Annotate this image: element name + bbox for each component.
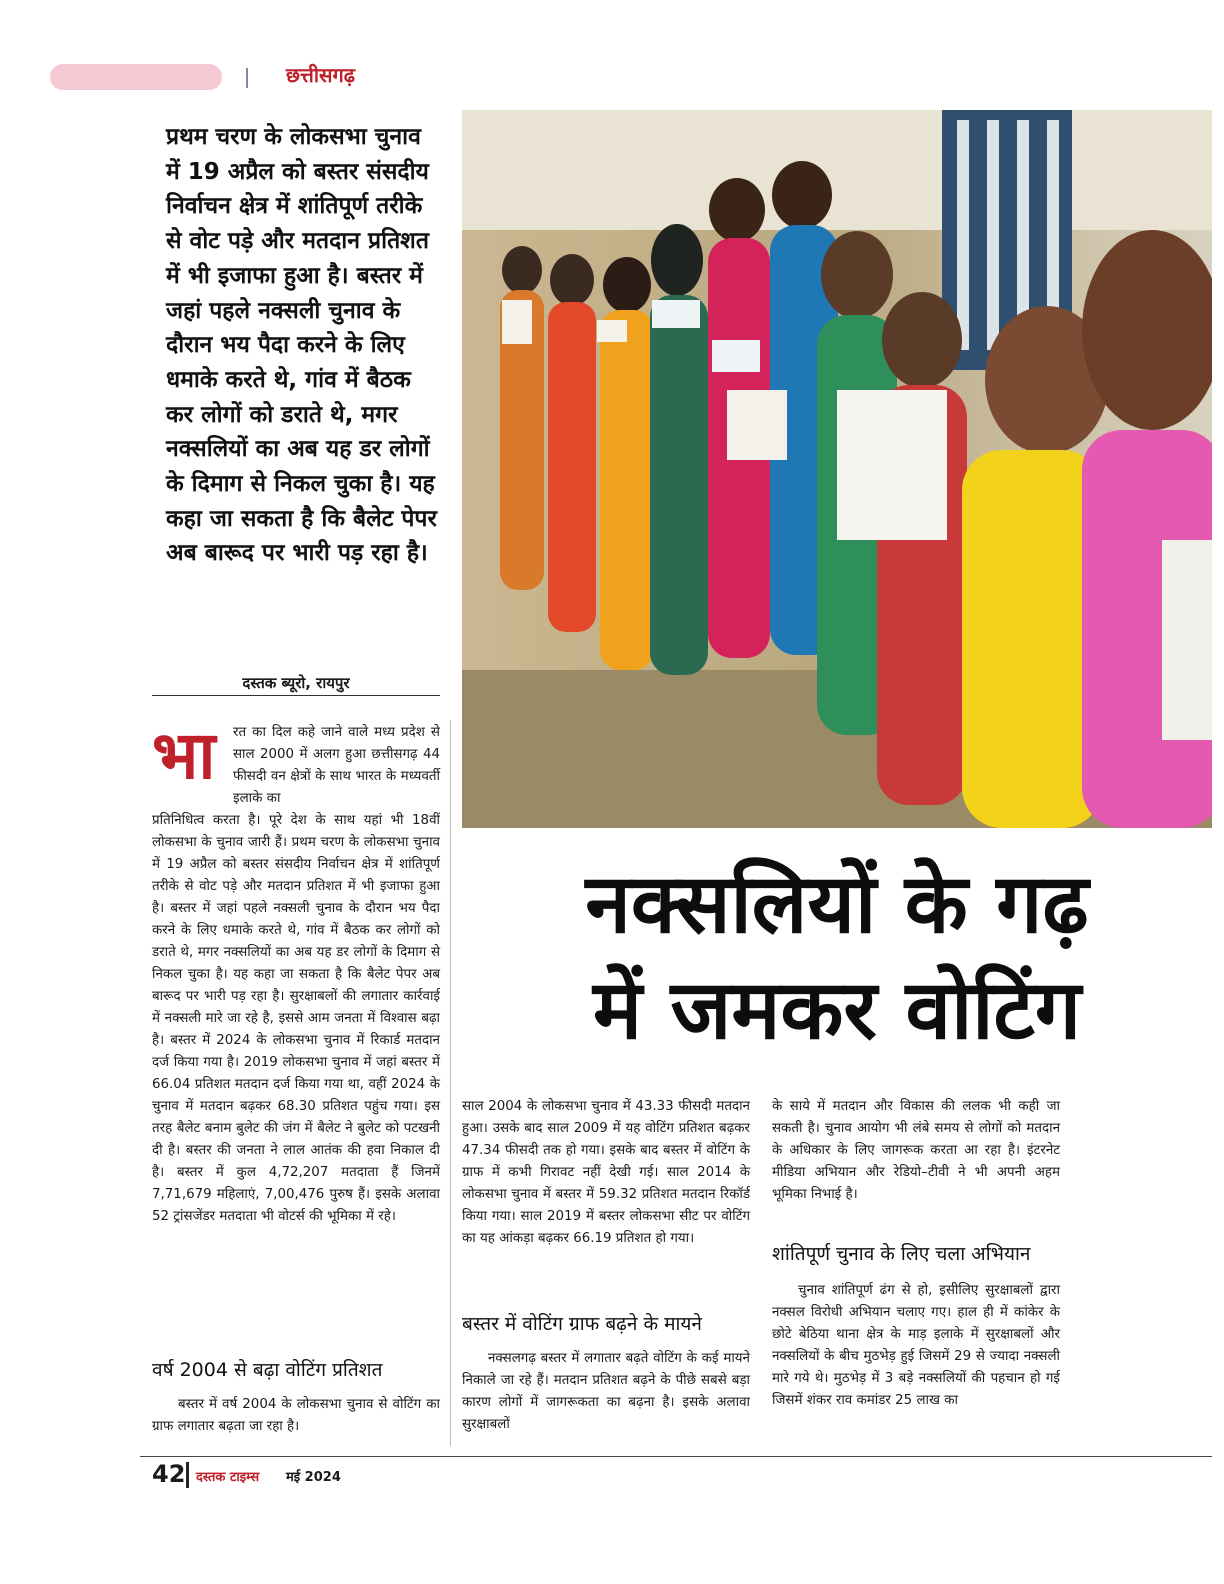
byline: दस्तक ब्यूरो, रायपुर <box>242 674 350 692</box>
col3-para2: चुनाव शांतिपूर्ण ढंग से हो, इसीलिए सुरक्षाबलों द्वारा नक्सल विरोधी अभियान चलाए गए। हाल ही में कांकेर के छोटे बेठिया थाना क्षेत्र के माड़ इलाके में सुरक्षाबलों और नक्सलियों के बीच मुठभेड़ हुई जिसमें 29 से ज्यादा नक्सली मारे गये थे। मुठभेड़ में 3 बड़े नक्सलियों की पहचान हो गई जिसमें शंकर राव कमांडर 25 लाख का <box>772 1283 1060 1408</box>
col1-para2: बस्तर में वर्ष 2004 के लोकसभा चुनाव से वोटिंग का ग्राफ लगातार बढ़ता जा रहा है। <box>152 1397 440 1434</box>
issue-date: मई 2024 <box>286 1470 341 1485</box>
page-number: 42 <box>152 1460 186 1488</box>
col2-subhead: बस्तर में वोटिंग ग्राफ बढ़ने के मायने <box>462 1313 702 1335</box>
footer-divider <box>186 1462 189 1488</box>
photo-illustration <box>462 110 1212 828</box>
header-logo-pill <box>50 64 222 90</box>
col3-subhead: शांतिपूर्ण चुनाव के लिए चला अभियान <box>772 1243 1031 1265</box>
col1-body: प्रतिनिधित्व करता है। पूरे देश के साथ यहां भी 18वीं लोकसभा के चुनाव जारी हैं। प्रथम चरण के लोकसभा चुनाव में 19 अप्रैल को बस्तर संसदीय निर्वाचन क्षेत्र में शांतिपूर्ण तरीके से वोट पड़े और मतदान प्रतिशत में भी इजाफा हुआ है। बस्तर में जहां पहले नक्सली चुनाव के दौरान भय पैदा करने के लिए धमाके करते थे, गांव में बैठक कर लोगों को डराते थे, मगर नक्सलियों का अब यह डर लोगों के दिमाग से निकल चुका है। यह कहा जा सकता है कि बैलेट पेपर अब बारूद पर भारी पड़ रहा है। सुरक्षाबलों की लगातार कार्रवाई में नक्सली मारे जा रहे है, इससे आम जनता में विश्वास बढ़ा है। बस्तर में 2024 के लोकसभा चुनाव में रिकार्ड मतदान दर्ज किया गया है। 2019 लोकसभा चुनाव में जहां बस्तर में 66.04 प्रतिशत मतदान दर्ज किया गया था, वहीं 2024 के चुनाव में मतदान बढ़कर 68.30 प्रतिशत पहुंच गया। इस तरह बैलेट बनाम बुलेट की जंग में बैलेट ने बुलेट को पटखनी दी है। बस्तर की जनता ने लाल आतंक की हवा निकाल दी है। बस्तर में कुल 4,72,207 मतदाता हैं जिनमें 7,71,679 महिलाएं, 7,00,476 पुरुष हैं। इसके अलावा 52 ट्रांसजेंडर मतदाता भी वोटर्स की भूमिका में रहे। <box>152 813 440 1224</box>
dropcap: भा <box>152 717 216 794</box>
byline-rule <box>152 695 440 696</box>
col1-subhead: वर्ष 2004 से बढ़ा वोटिंग प्रतिशत <box>152 1359 383 1381</box>
headline-line-2: में जमकर वोटिंग <box>592 963 1082 1058</box>
header-divider <box>246 68 248 88</box>
column-rule-1 <box>450 720 451 1446</box>
magazine-name: दस्तक टाइम्स <box>196 1470 260 1485</box>
col2-para1: साल 2004 के लोकसभा चुनाव में 43.33 फीसदी मतदान हुआ। उसके बाद साल 2009 में यह वोटिंग प्रतिशत बढ़कर 47.34 फीसदी तक हो गया। इसके बाद बस्तर में वोटिंग के ग्राफ में कभी गिरावट नहीं देखी गई। साल 2014 के लोकसभा चुनाव में बस्तर में 59.32 प्रतिशत मतदान रिकॉर्ड किया गया। साल 2019 में बस्तर लोकसभा सीट पर वोटिंग का यह आंकड़ा बढ़कर 66.19 प्रतिशत हो गया। <box>462 1099 750 1246</box>
headline <box>462 852 1212 1064</box>
voters-queue-photo <box>462 110 1212 828</box>
intro-text: रत का दिल कहे जाने वाले मध्य प्रदेश से साल 2000 में अलग हुआ छत्तीसगढ़ 44 फीसदी वन क्षेत्रों के साथ भारत के मध्यवर्ती इलाके का <box>233 725 440 806</box>
col3-para1: के साये में मतदान और विकास की ललक भी कही जा सकती है। चुनाव आयोग भी लंबे समय से लोगों को मतदान के अधिकार के लिए जागरूक करता आ रहा है। इंटरनेट मीडिया अभियान और रेडियो–टीवी ने भी अपनी अहम भूमिका निभाई है। <box>772 1099 1060 1202</box>
footer-rule <box>140 1456 1212 1457</box>
headline-line-1: नक्सलियों के गढ़ <box>585 857 1089 952</box>
standfirst: प्रथम चरण के लोकसभा चुनाव में 19 अप्रैल को बस्तर संसदीय निर्वाचन क्षेत्र में शांतिपूर्ण तरीके से वोट पड़े और मतदान प्रतिशत में भी इजाफा हुआ है। बस्तर में जहां पहले नक्सली चुनाव के दौरान भय पैदा करने के लिए धमाके करते थे, गांव में बैठक कर लोगों को डराते थे, मगर नक्सलियों का अब यह डर लोगों के दिमाग से निकल चुका है। यह कहा जा सकता है कि बैलेट पेपर अब बारूद पर भारी पड़ रहा है। <box>166 124 437 567</box>
col2-para2: नक्सलगढ़ बस्तर में लगातार बढ़ते वोटिंग के कई मायने निकाले जा रहे हैं। मतदान प्रतिशत बढ़ने के पीछे सबसे बड़ा कारण लोगों में जागरूकता का बढ़ना है। इसके अलावा सुरक्षाबलों <box>462 1351 750 1432</box>
section-label: छत्तीसगढ़ <box>286 63 356 87</box>
